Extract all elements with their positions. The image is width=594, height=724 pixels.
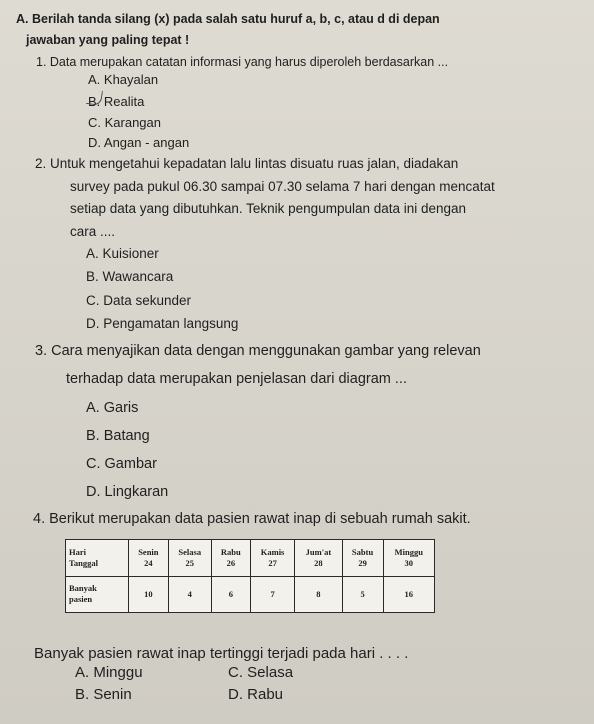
cell-patients-1: 10 [129,576,169,613]
cell-patients-2: 4 [168,576,211,613]
cell-patients-6: 5 [342,576,383,613]
q5-option-b[interactable]: B. Senin [75,686,132,703]
q2-option-b[interactable]: B. Wawancara [86,269,174,284]
cell-patients-3: 6 [211,576,250,613]
question-2-line3: setiap data yang dibutuhkan. Teknik pengumpulan data ini dengan [70,201,467,216]
question-4-text: 4. Berikut merupakan data pasien rawat inap di sebuah rumah sakit. [33,511,471,527]
q2-option-a[interactable]: A. Kuisioner [86,246,159,261]
q2-option-c[interactable]: C. Data sekunder [86,293,192,308]
cell-day-1: Senin 24 [129,540,169,577]
patient-data-table [65,539,435,613]
question-2-line1: 2. Untuk mengetahui kepadatan lalu lintas disuatu ruas jalan, diadakan [35,156,459,171]
q3-option-b[interactable]: B. Batang [86,428,150,444]
table-row-days-dates [66,540,435,577]
cell-day-2: Selasa 25 [168,540,211,577]
question-3-line1: 3. Cara menyajikan data dengan menggunakan gambar yang relevan [35,343,481,359]
q5-option-a[interactable]: A. Minggu [75,664,143,681]
q1-option-d[interactable]: D. Angan - angan [88,135,190,150]
cell-day-5: Jum'at 28 [295,540,342,577]
cell-patients-7: 16 [383,576,434,613]
section-title-line1: A. Berilah tanda silang (x) pada salah satu huruf a, b, c, atau d di depan [16,12,440,26]
section-title-line2: jawaban yang paling tepat ! [26,33,190,47]
cell-day-7: Minggu 30 [383,540,434,577]
row-label-patients: Banyak pasien [66,576,129,613]
q1-option-a[interactable]: A. Khayalan [88,72,159,87]
cell-day-6: Sabtu 29 [342,540,383,577]
q5-option-d[interactable]: D. Rabu [228,686,284,703]
row-label-day-date: Hari Tanggal [66,540,129,577]
q1-option-c[interactable]: C. Karangan [88,115,161,130]
table-row-patients [66,576,435,613]
q5-option-c[interactable]: C. Selasa [228,664,294,681]
question-1-text: 1. Data merupakan catatan informasi yang harus diperoleh berdasarkan ... [36,55,449,69]
question-5-text: Banyak pasien rawat inap tertinggi terjadi pada hari . . . . [34,645,409,662]
q3-option-d[interactable]: D. Lingkaran [86,484,169,500]
cell-patients-5: 8 [295,576,342,613]
question-2-line2: survey pada pukul 06.30 sampai 07.30 selama 7 hari dengan mencatat [70,179,495,194]
cell-day-3: Rabu 26 [211,540,250,577]
q2-option-d[interactable]: D. Pengamatan langsung [86,316,239,331]
q3-option-a[interactable]: A. Garis [86,400,139,416]
q1-option-b[interactable]: B. Realita [88,94,145,109]
question-3-line2: terhadap data merupakan penjelasan dari diagram ... [66,371,407,387]
question-2-line4: cara .... [70,224,116,239]
cell-day-4: Kamis 27 [250,540,295,577]
q3-option-c[interactable]: C. Gambar [86,456,157,472]
cell-patients-4: 7 [250,576,295,613]
